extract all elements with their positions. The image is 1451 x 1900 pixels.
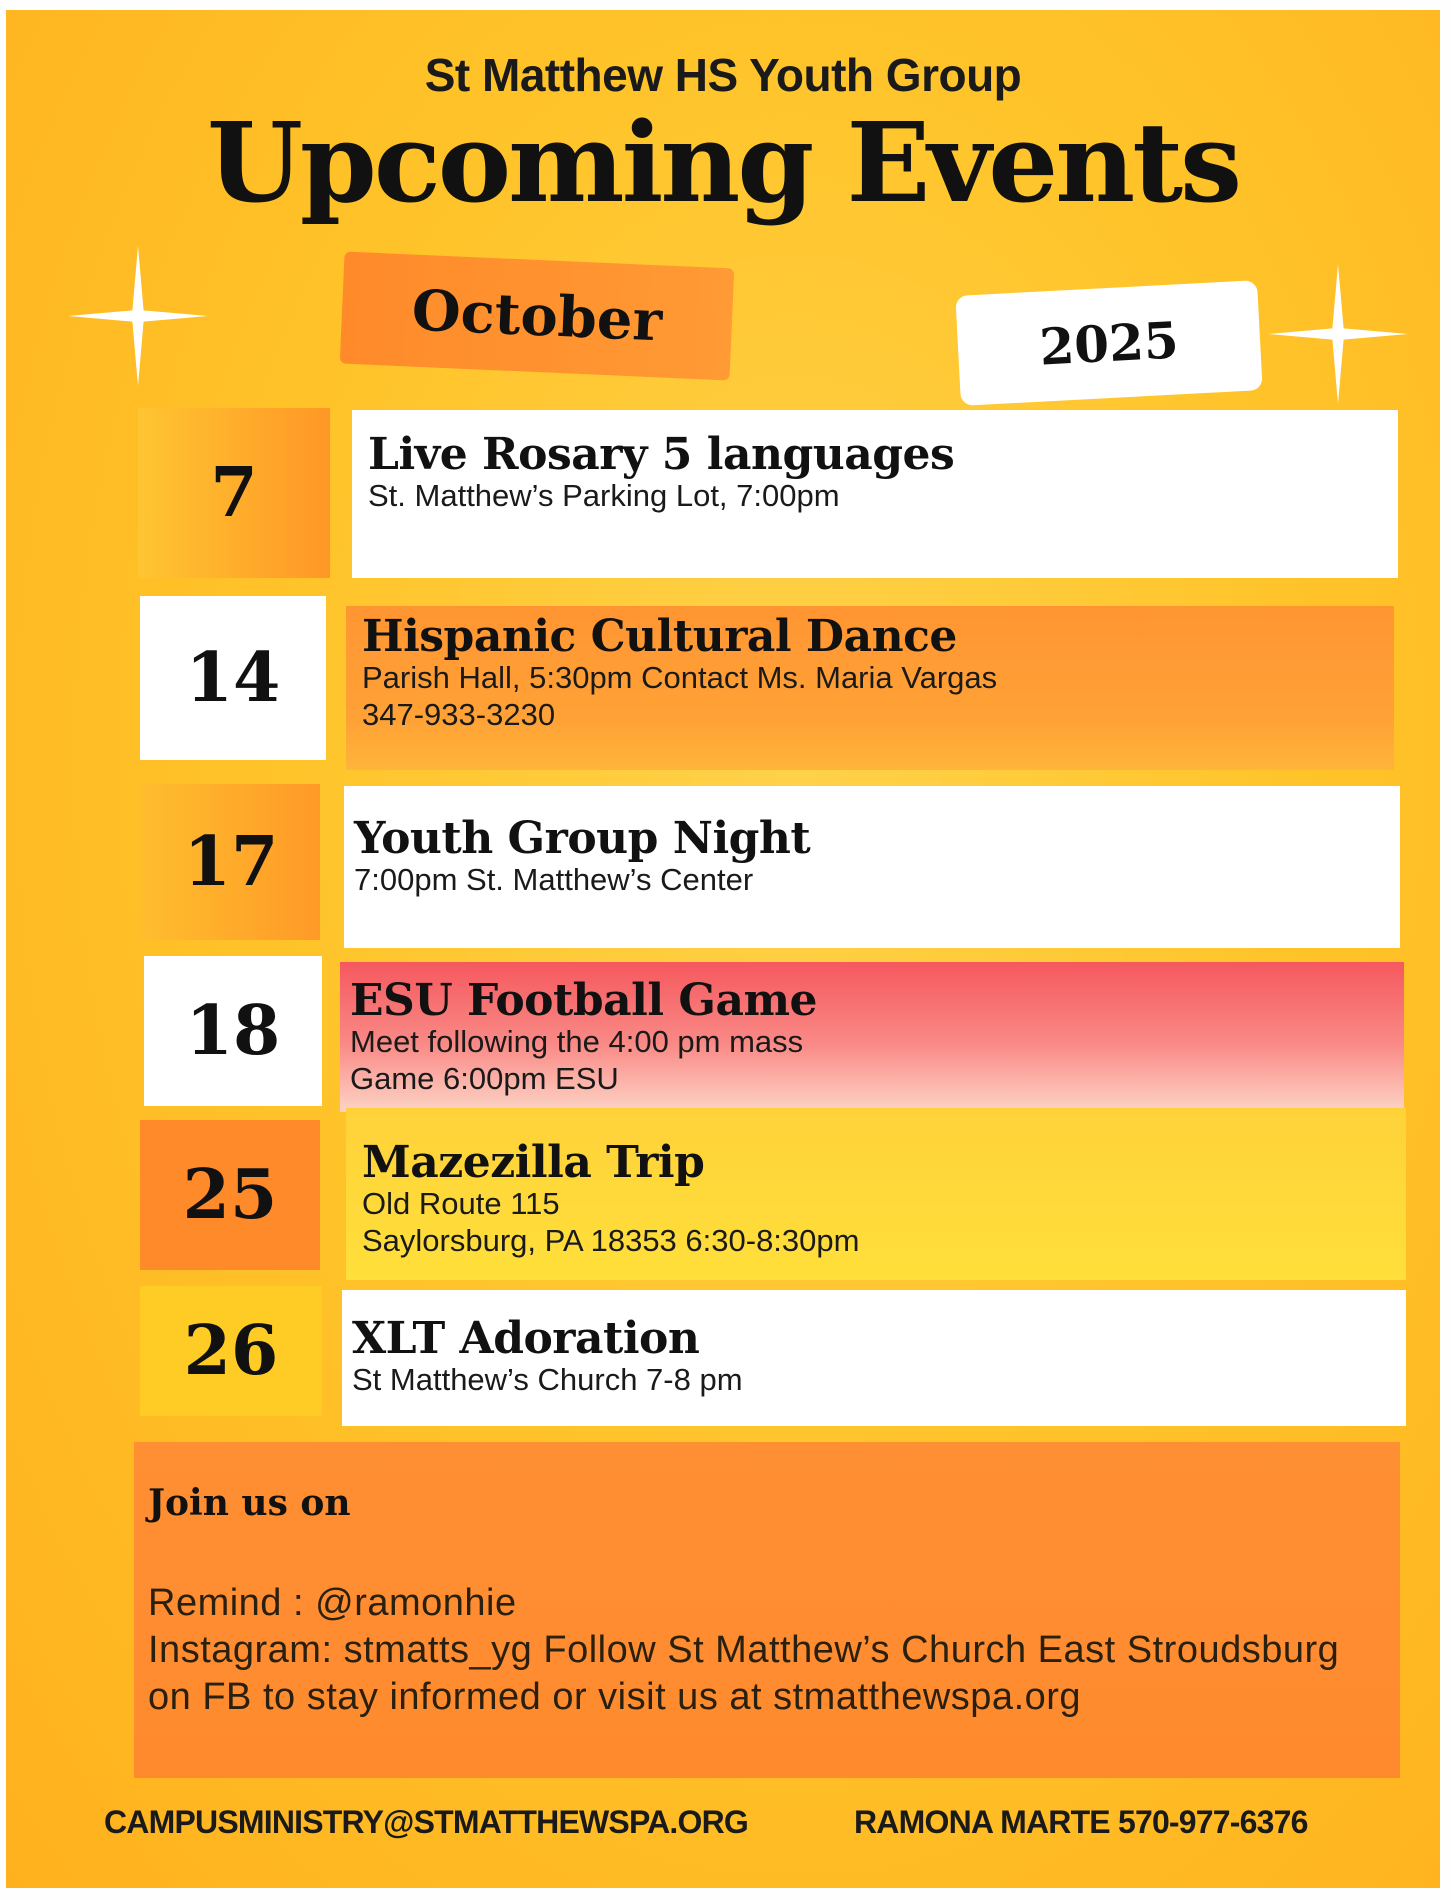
event-day: 18 xyxy=(185,991,281,1071)
event-date xyxy=(140,596,326,760)
contact-phone: RAMONA MARTE 570-977-6376 xyxy=(854,1804,1308,1840)
remind-handle: Remind : @ramonhie xyxy=(148,1582,517,1624)
event-day: 25 xyxy=(182,1155,278,1235)
group-name: St Matthew HS Youth Group xyxy=(424,49,1022,101)
event-day: 17 xyxy=(183,822,279,902)
contact-email: CAMPUSMINISTRY@STMATTHEWSPA.ORG xyxy=(104,1804,749,1840)
year-tag: 2025 xyxy=(955,280,1262,406)
event-date xyxy=(138,408,330,578)
event-day: 26 xyxy=(183,1311,279,1391)
event-details: Parish Hall, 5:30pm Contact Ms. Maria Vargas 347-933-3230 xyxy=(362,660,998,732)
social-info-box xyxy=(134,1442,1400,1778)
month-tag: October xyxy=(340,252,735,381)
event-details: St. Matthew’s Parking Lot, 7:00pm xyxy=(368,478,840,514)
event-card xyxy=(346,1108,1406,1280)
event-card xyxy=(344,786,1400,948)
social-links-text: Instagram: stmatts_yg Follow St Matthew’s Church East Stroudsburg on FB to stay informed or visit us at stmatthewspa.org xyxy=(148,1629,1340,1719)
event-date xyxy=(142,784,320,940)
event-card xyxy=(340,962,1404,1112)
event-day: 14 xyxy=(185,638,281,718)
event-card xyxy=(342,1290,1406,1426)
event-details: Meet following the 4:00 pm mass Game 6:00pm ESU xyxy=(350,1024,804,1096)
event-title: ESU Football Game xyxy=(350,975,818,1026)
event-details: St Matthew’s Church 7-8 pm xyxy=(352,1362,743,1398)
flyer xyxy=(6,10,1440,1888)
event-title: Live Rosary 5 languages xyxy=(368,429,955,480)
event-details: 7:00pm St. Matthew’s Center xyxy=(354,862,754,898)
page-title: Upcoming Events xyxy=(206,98,1239,227)
event-day: 7 xyxy=(210,453,258,533)
event-title: Hispanic Cultural Dance xyxy=(362,611,957,662)
event-title: Youth Group Night xyxy=(354,813,811,864)
sparkle-icon-right xyxy=(1268,264,1408,404)
info-heading: Join us on xyxy=(148,1482,351,1524)
event-date xyxy=(140,1286,322,1416)
sparkle-icon-left xyxy=(68,246,208,386)
event-title: Mazezilla Trip xyxy=(362,1137,705,1188)
event-card xyxy=(352,410,1398,578)
event-date xyxy=(140,1120,320,1270)
event-title: XLT Adoration xyxy=(352,1313,700,1364)
event-date xyxy=(144,956,322,1106)
event-details: Old Route 115 Saylorsburg, PA 18353 6:30-8:30pm xyxy=(362,1186,860,1258)
event-card xyxy=(346,606,1394,770)
